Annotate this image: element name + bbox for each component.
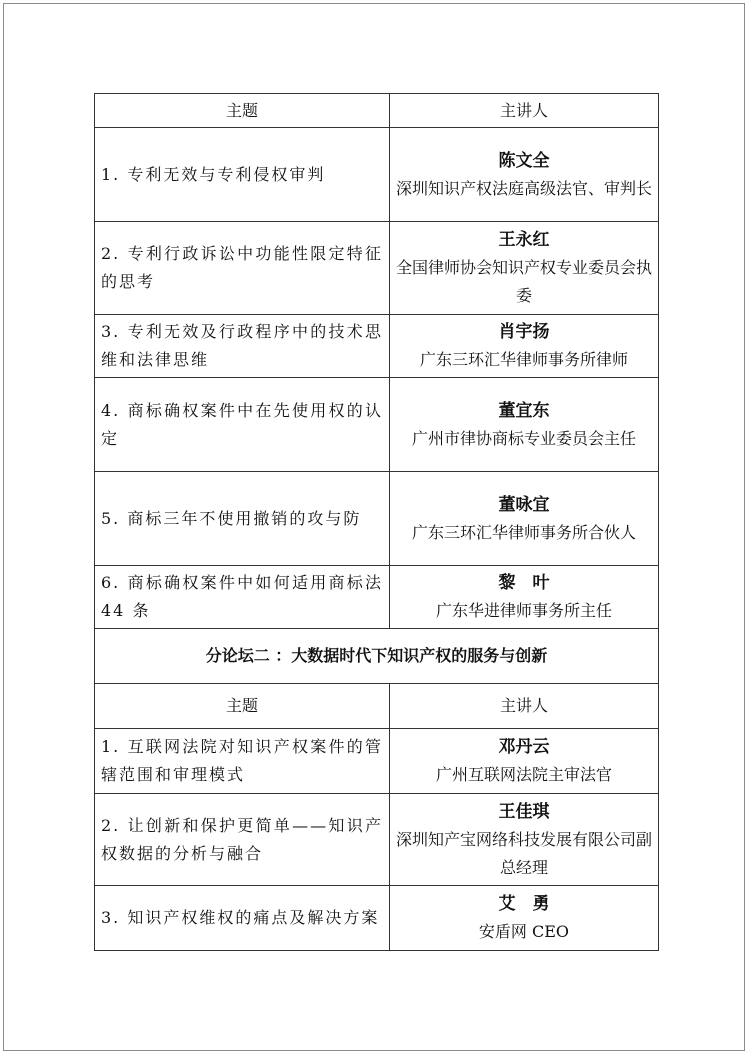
speaker-title: 广州市律协商标专业委员会主任 xyxy=(411,428,636,448)
topic-cell: 2. 让创新和保护更简单——知识产权数据的分析与融合 xyxy=(95,794,390,886)
speaker-name: 王佳琪 xyxy=(498,801,550,822)
topic-cell: 6. 商标确权案件中如何适用商标法 44 条 xyxy=(95,566,390,629)
topic-cell: 2. 专利行政诉讼中功能性限定特征的思考 xyxy=(95,222,390,315)
speaker-name: 黎 叶 xyxy=(498,573,550,593)
speaker-cell xyxy=(390,566,659,629)
header-topic: 主题 xyxy=(95,94,390,128)
speaker-name: 陈文全 xyxy=(498,150,550,171)
speaker-cell xyxy=(390,128,659,222)
speaker-title: 安盾网 CEO xyxy=(478,922,570,941)
speaker-cell xyxy=(390,729,659,794)
topic-cell: 4. 商标确权案件中在先使用权的认定 xyxy=(95,378,390,472)
table-row xyxy=(95,566,659,629)
topic-cell: 5. 商标三年不使用撤销的攻与防 xyxy=(95,472,390,566)
topic-cell: 3. 知识产权维权的痛点及解决方案 xyxy=(95,886,390,951)
header-topic: 主题 xyxy=(95,684,390,729)
table-row xyxy=(95,378,659,472)
speaker-cell xyxy=(390,472,659,566)
table-header-row xyxy=(95,684,659,729)
speaker-name: 董宜东 xyxy=(498,400,550,421)
speaker-title: 广州互联网法院主审法官 xyxy=(435,765,612,784)
speaker-title: 深圳知识产权法庭高级法官、审判长 xyxy=(396,178,653,198)
speaker-name: 肖宇扬 xyxy=(498,322,550,342)
agenda-table xyxy=(94,93,659,951)
topic-cell: 1. 互联网法院对知识产权案件的管辖范围和审理模式 xyxy=(95,729,390,794)
speaker-cell xyxy=(390,794,659,886)
speaker-cell xyxy=(390,315,659,378)
speaker-cell xyxy=(390,886,659,951)
table-row xyxy=(95,472,659,566)
speaker-name: 邓丹云 xyxy=(498,737,550,757)
speaker-title: 全国律师协会知识产权专业委员会执委 xyxy=(396,258,653,305)
forum-title: 分论坛二 ：大数据时代下知识产权的服务与创新 xyxy=(95,629,659,684)
table-row xyxy=(95,315,659,378)
speaker-cell xyxy=(390,378,659,472)
speaker-title: 广东三环汇华律师事务所合伙人 xyxy=(411,522,636,542)
table-row xyxy=(95,794,659,886)
table-row xyxy=(95,729,659,794)
speaker-title: 深圳知产宝网络科技发展有限公司副总经理 xyxy=(396,829,653,877)
speaker-title: 广东三环汇华律师事务所律师 xyxy=(419,350,628,369)
topic-cell: 1. 专利无效与专利侵权审判 xyxy=(95,128,390,222)
header-speaker: 主讲人 xyxy=(390,94,659,128)
topic-cell: 3. 专利无效及行政程序中的技术思维和法律思维 xyxy=(95,315,390,378)
table-row xyxy=(95,222,659,315)
speaker-cell xyxy=(390,222,659,315)
table-row xyxy=(95,886,659,951)
header-speaker: 主讲人 xyxy=(390,684,659,729)
table-header-row xyxy=(95,94,659,128)
speaker-name: 艾 勇 xyxy=(498,894,550,914)
speaker-title: 广东华进律师事务所主任 xyxy=(435,601,612,620)
table-row xyxy=(95,128,659,222)
speaker-name: 董咏宜 xyxy=(498,494,550,515)
forum-title-row xyxy=(95,629,659,684)
speaker-name: 王永红 xyxy=(498,230,550,250)
